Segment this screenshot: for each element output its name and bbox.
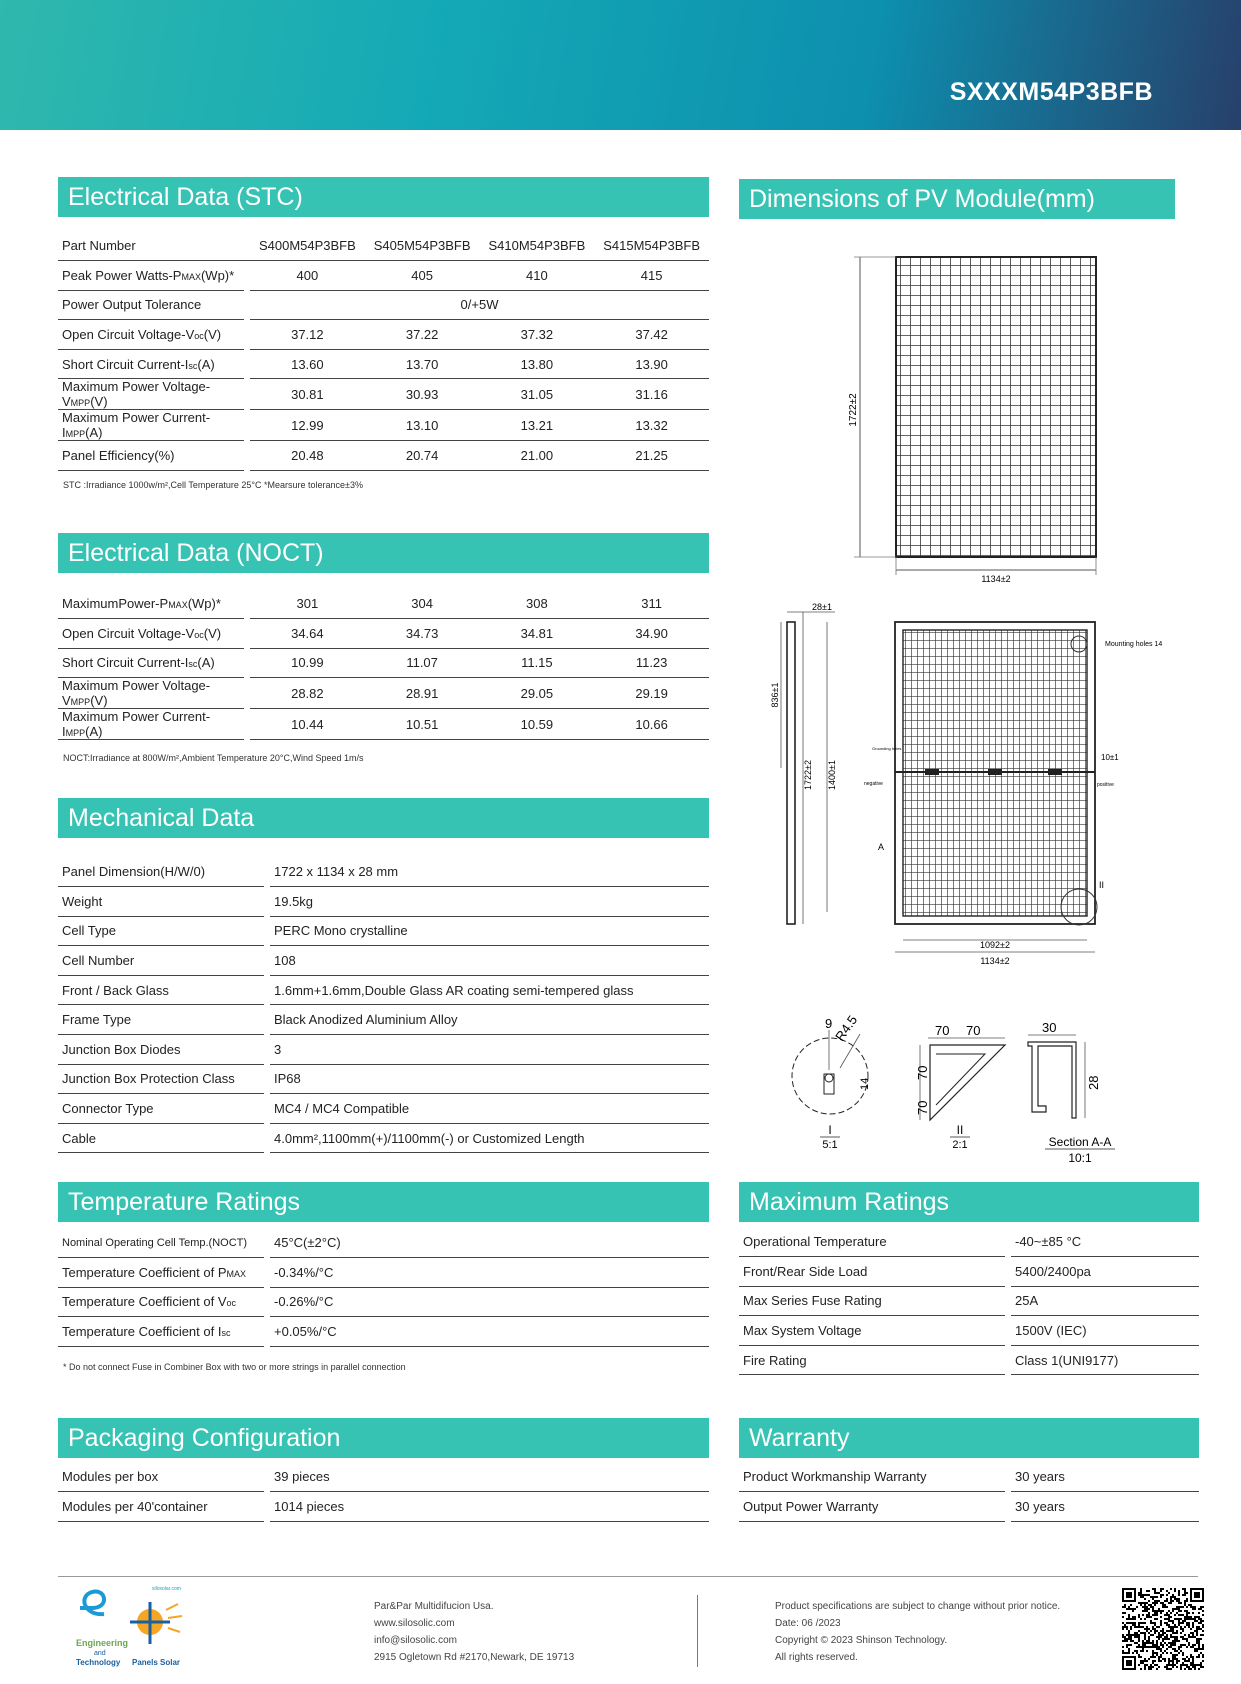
table-row [58, 946, 709, 976]
warranty-table [739, 1462, 1199, 1522]
temperature-note: * Do not connect Fuse in Combiner Box with two or more strings in parallel connection [63, 1362, 406, 1372]
warranty-section-title: Warranty [739, 1418, 1199, 1458]
detail-drawings [780, 1010, 1160, 1170]
table-cell: 13.60 [250, 349, 365, 379]
footer-line: All rights reserved. [775, 1652, 858, 1663]
row-label: Peak Power Watts-PMAX(Wp)* [58, 261, 244, 291]
footer-divider [697, 1595, 698, 1667]
detail-i-d2: R4.5 [832, 1012, 861, 1044]
row-value: -0.26%/°C [270, 1287, 709, 1317]
packaging-section-title: Packaging Configuration [58, 1418, 709, 1458]
table-cell: 410 [480, 261, 595, 291]
table-row [58, 619, 709, 649]
table-row [58, 857, 709, 887]
table-cell: 10.59 [480, 709, 595, 740]
row-label: Maximum Power Voltage-VMPP(V) [58, 678, 244, 709]
table-cell: 30.81 [250, 379, 365, 410]
noct-note: NOCT:Irradiance at 800W/m²,Ambient Temperature 20°C,Wind Speed 1m/s [63, 753, 364, 763]
detail-ii-d3: 70 [915, 1065, 930, 1080]
row-label: Modules per box [58, 1462, 264, 1492]
section-label: Section A-A [1048, 1135, 1112, 1149]
table-cell: 34.64 [250, 619, 365, 649]
stc-table [58, 231, 709, 471]
section-marker-a: A [878, 842, 885, 852]
grounding-label: Grounding holes [872, 746, 902, 751]
table-row [58, 1287, 709, 1317]
table-header-row [58, 231, 709, 261]
row-value: IP68 [270, 1064, 709, 1094]
row-value: 4.0mm²,1100mm(+)/1100mm(-) or Customized Length [270, 1123, 709, 1153]
row-label: Junction Box Diodes [58, 1035, 264, 1065]
logo-line4: Panels Solar [132, 1658, 181, 1667]
table-row [58, 320, 709, 350]
front-width-label: 1134±2 [981, 574, 1011, 584]
maximum-section-title: Maximum Ratings [739, 1182, 1199, 1222]
table-row [58, 349, 709, 379]
row-label: Temperature Coefficient of PMAX [58, 1258, 264, 1288]
row-label: Weight [58, 887, 264, 917]
footer-line: Product specifications are subject to change without prior notice. [775, 1601, 1061, 1612]
table-cell: 31.16 [594, 379, 709, 410]
table-row [58, 975, 709, 1005]
footer-line: Par&Par Multidifucion Usa. [374, 1601, 494, 1612]
model-title: SXXXM54P3BFB [949, 78, 1153, 106]
row-value: 1.6mm+1.6mm,Double Glass AR coating semi-tempered glass [270, 975, 709, 1005]
row-value: 25A [1011, 1286, 1199, 1316]
row-label: Junction Box Protection Class [58, 1064, 264, 1094]
row-label: Power Output Tolerance [58, 290, 244, 320]
table-cell: 20.48 [250, 441, 365, 471]
temperature-section-title: Temperature Ratings [58, 1182, 709, 1222]
detail-i-scale: 5:1 [822, 1139, 838, 1151]
row-label: Cable [58, 1123, 264, 1153]
table-cell: 37.12 [250, 320, 365, 350]
table-cell: 301 [250, 589, 365, 619]
table-cell: 311 [594, 589, 709, 619]
table-row [739, 1316, 1199, 1346]
table-cell: 28.82 [250, 678, 365, 709]
row-label: Cell Number [58, 946, 264, 976]
logo-line2: and [94, 1650, 106, 1657]
section-d1: 30 [1042, 1020, 1057, 1035]
row-value: Black Anodized Aluminium Alloy [270, 1005, 709, 1035]
temperature-table [58, 1228, 709, 1347]
footer-line: 2915 Ogletown Rd #2170,Newark, DE 19713 [374, 1652, 575, 1663]
row-label: Maximum Power Current-IMPP(A) [58, 709, 244, 740]
row-value: +0.05%/°C [270, 1317, 709, 1347]
table-cell: 34.81 [480, 619, 595, 649]
stc-note: STC :Irradiance 1000w/m²,Cell Temperature 25°C *Mearsure tolerance±3% [63, 480, 364, 490]
footer-line: Copyright © 2023 Shinson Technology. [775, 1635, 948, 1646]
row-value: 3 [270, 1035, 709, 1065]
row-value: 19.5kg [270, 887, 709, 917]
table-row [58, 1492, 709, 1522]
row-label: Panel Dimension(H/W/0) [58, 857, 264, 887]
table-cell: 13.21 [480, 410, 595, 441]
row-label: Modules per 40'container [58, 1492, 264, 1522]
table-cell: 21.00 [480, 441, 595, 471]
row-value: 30 years [1011, 1462, 1199, 1492]
qr-code [1122, 1588, 1204, 1670]
table-cell: 400 [250, 261, 365, 291]
row-label: Fire Rating [739, 1345, 1005, 1375]
part-number-column: S400M54P3BFB [250, 231, 365, 261]
row-label: MaximumPower-PMAX(Wp)* [58, 589, 244, 619]
row-value: 5400/2400pa [1011, 1257, 1199, 1287]
row-value: 1500V (IEC) [1011, 1316, 1199, 1346]
maximum-table [739, 1227, 1199, 1375]
rear-width-label: 1134±2 [980, 956, 1010, 966]
table-cell: 29.05 [480, 678, 595, 709]
packaging-table [58, 1462, 709, 1522]
table-cell: 308 [480, 589, 595, 619]
row-value: Class 1(UNI9177) [1011, 1345, 1199, 1375]
row-label: Connector Type [58, 1094, 264, 1124]
table-row [58, 290, 709, 320]
part-number-label: Part Number [58, 231, 244, 261]
table-row [58, 887, 709, 917]
table-row [58, 1462, 709, 1492]
detail-ii-scale: 2:1 [952, 1139, 968, 1151]
row-value: 39 pieces [270, 1462, 709, 1492]
row-label: Front / Back Glass [58, 975, 264, 1005]
table-row [58, 1228, 709, 1258]
row-label: Operational Temperature [739, 1227, 1005, 1257]
row-value: 45°C(±2°C) [270, 1228, 709, 1258]
part-number-column: S410M54P3BFB [480, 231, 595, 261]
row-label: Front/Rear Side Load [739, 1257, 1005, 1287]
table-row [58, 1005, 709, 1035]
rear-height-label: 1722±2 [803, 760, 813, 790]
mechanical-table [58, 857, 709, 1153]
part-number-column: S415M54P3BFB [594, 231, 709, 261]
table-cell: 11.15 [480, 648, 595, 678]
footer-company-info [374, 1598, 574, 1666]
table-cell: 405 [365, 261, 480, 291]
rear-thickness-label: 28±1 [812, 602, 832, 612]
table-row [58, 709, 709, 740]
row-label: Temperature Coefficient of Isc [58, 1317, 264, 1347]
table-cell: 13.10 [365, 410, 480, 441]
row-label: Nominal Operating Cell Temp.(NOCT) [58, 1228, 264, 1258]
mounting-holes-label: Mounting holes 14 [1105, 641, 1163, 648]
detail-i [792, 1013, 871, 1151]
row-value: -0.34%/°C [270, 1258, 709, 1288]
detail-ii [915, 1023, 1005, 1151]
table-cell: 21.25 [594, 441, 709, 471]
company-logo [70, 1582, 210, 1672]
row-value: 1722 x 1134 x 28 mm [270, 857, 709, 887]
rear-mount-label: 836±1 [770, 682, 780, 708]
header-banner [0, 0, 1241, 130]
detail-i-label: I [828, 1123, 832, 1137]
row-value: 30 years [1011, 1492, 1199, 1522]
table-cell: 10.66 [594, 709, 709, 740]
row-value: 1014 pieces [270, 1492, 709, 1522]
row-label: Cell Type [58, 916, 264, 946]
table-cell: 10.99 [250, 648, 365, 678]
detail-marker-ii: II [1099, 880, 1105, 890]
side-profile [787, 622, 795, 924]
table-row [739, 1227, 1199, 1257]
front-height-label: 1722±2 [848, 393, 859, 427]
table-row [739, 1462, 1199, 1492]
row-label: Short Circuit Current-Isc(A) [58, 349, 244, 379]
table-cell: 13.32 [594, 410, 709, 441]
table-row [739, 1257, 1199, 1287]
row-label: Panel Efficiency(%) [58, 441, 244, 471]
footer-line: www.silosolic.com [374, 1618, 455, 1629]
table-cell: 28.91 [365, 678, 480, 709]
table-cell: 34.90 [594, 619, 709, 649]
row-label: Output Power Warranty [739, 1492, 1005, 1522]
table-cell: 20.74 [365, 441, 480, 471]
table-cell: 11.23 [594, 648, 709, 678]
row-label: Maximum Power Current-IMPP(A) [58, 410, 244, 441]
row-value: MC4 / MC4 Compatible [270, 1094, 709, 1124]
front-module-outline [896, 257, 1096, 557]
row-label: Max Series Fuse Rating [739, 1286, 1005, 1316]
detail-ii-d4: 70 [915, 1100, 930, 1115]
row-label: Short Circuit Current-Isc(A) [58, 648, 244, 678]
footer-rule [58, 1576, 1198, 1577]
table-row [58, 1094, 709, 1124]
table-row [58, 648, 709, 678]
dimensions-section-title: Dimensions of PV Module(mm) [739, 179, 1175, 219]
mount-width-label: 1092±2 [980, 940, 1010, 950]
part-number-column: S405M54P3BFB [365, 231, 480, 261]
table-row [58, 1258, 709, 1288]
table-cell: 10.44 [250, 709, 365, 740]
detail-i-d1: 9 [825, 1016, 833, 1031]
table-cell: 415 [594, 261, 709, 291]
logo-line3: Technology [76, 1658, 121, 1667]
table-row [58, 1035, 709, 1065]
row-value: PERC Mono crystalline [270, 916, 709, 946]
table-row [58, 678, 709, 709]
table-cell: 10.51 [365, 709, 480, 740]
table-row [58, 379, 709, 410]
rear-view-drawing [755, 600, 1185, 970]
table-row [58, 916, 709, 946]
row-label: Max System Voltage [739, 1316, 1005, 1346]
logo-line1: Engineering [76, 1638, 129, 1648]
detail-ii-d1: 70 [935, 1023, 950, 1038]
detail-ii-d2: 70 [966, 1023, 981, 1038]
row-label: Frame Type [58, 1005, 264, 1035]
table-row [58, 1317, 709, 1347]
table-row [58, 1064, 709, 1094]
detail-ii-label: II [956, 1123, 964, 1137]
table-cell: 29.19 [594, 678, 709, 709]
section-a-a [1028, 1020, 1115, 1165]
table-cell: 304 [365, 589, 480, 619]
table-cell: 12.99 [250, 410, 365, 441]
table-row [58, 261, 709, 291]
table-row [58, 410, 709, 441]
table-cell: 31.05 [480, 379, 595, 410]
section-d2: 28 [1086, 1075, 1101, 1090]
table-cell: 13.80 [480, 349, 595, 379]
table-row [739, 1345, 1199, 1375]
row-value: 108 [270, 946, 709, 976]
table-row [58, 1123, 709, 1153]
stc-section-title: Electrical Data (STC) [58, 177, 709, 217]
logo-site: silosolar.com [152, 1586, 181, 1592]
table-cell: 0/+5W [250, 290, 709, 320]
table-cell: 13.90 [594, 349, 709, 379]
row-label: Open Circuit Voltage-Voc(V) [58, 320, 244, 350]
row-value: -40~±85 °C [1011, 1227, 1199, 1257]
positive-label: positive [1097, 782, 1114, 788]
detail-i-d3: 14 [859, 1077, 871, 1090]
table-cell: 37.42 [594, 320, 709, 350]
table-cell: 37.32 [480, 320, 595, 350]
negative-label: negative [864, 781, 883, 787]
hole-dim-label: 10±1 [1101, 753, 1119, 762]
footer-line: Date: 06 /2023 [775, 1618, 841, 1629]
row-label: Product Workmanship Warranty [739, 1462, 1005, 1492]
table-row [739, 1492, 1199, 1522]
table-cell: 34.73 [365, 619, 480, 649]
footer-legal-info [775, 1598, 1060, 1666]
table-row [58, 589, 709, 619]
front-view-drawing [840, 245, 1120, 585]
noct-section-title: Electrical Data (NOCT) [58, 533, 709, 573]
table-cell: 11.07 [365, 648, 480, 678]
row-label: Open Circuit Voltage-Voc(V) [58, 619, 244, 649]
table-row [739, 1286, 1199, 1316]
rear-inner-label: 1400±1 [827, 760, 837, 790]
table-cell: 30.93 [365, 379, 480, 410]
table-row [58, 441, 709, 471]
section-scale: 10:1 [1068, 1151, 1092, 1165]
footer-line: info@silosolic.com [374, 1635, 457, 1646]
noct-table [58, 589, 709, 740]
row-label: Temperature Coefficient of Voc [58, 1287, 264, 1317]
table-cell: 37.22 [365, 320, 480, 350]
mechanical-section-title: Mechanical Data [58, 798, 709, 838]
row-label: Maximum Power Voltage-VMPP(V) [58, 379, 244, 410]
table-cell: 13.70 [365, 349, 480, 379]
